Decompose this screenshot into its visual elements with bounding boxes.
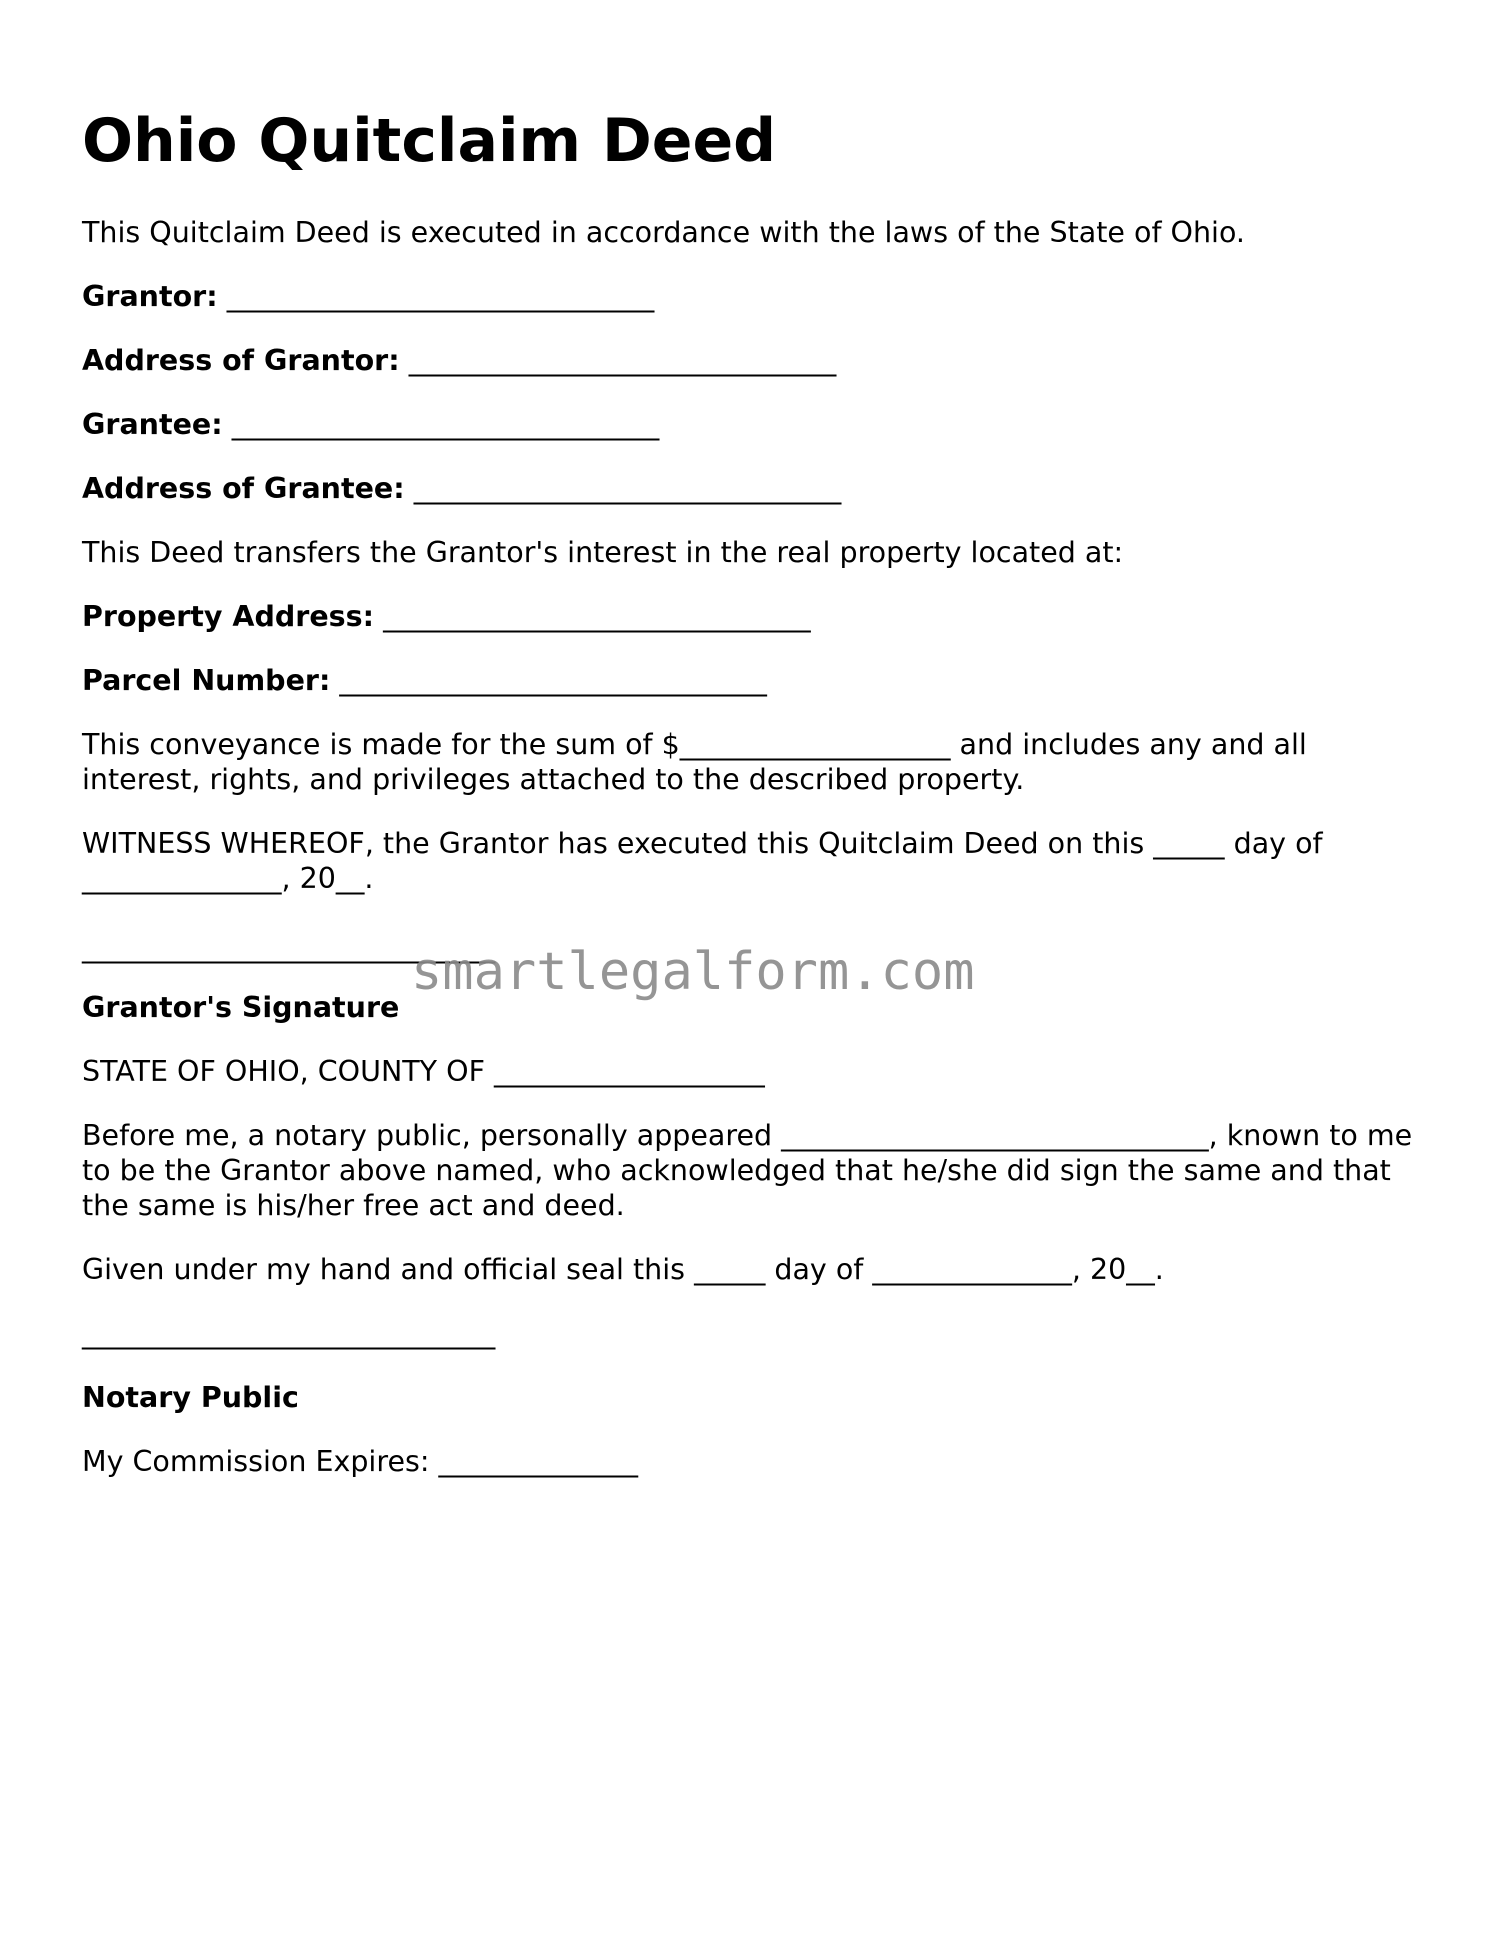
property-address-field — [82, 599, 811, 634]
grantee-address-label: Address of Grantee: — [82, 472, 405, 505]
consideration-text-after: and includes any and all interest, rights, and privileges attached to the described property. — [82, 728, 1307, 796]
grantee-blank: ______________________________ — [231, 408, 660, 441]
parcel-number-blank: ______________________________ — [339, 664, 767, 697]
property-address-label: Property Address: — [82, 600, 374, 633]
parcel-number-field — [82, 663, 767, 698]
grantee-address-blank: ______________________________ — [413, 472, 842, 505]
state-county-line: STATE OF OHIO, COUNTY OF ___________________ — [82, 1055, 765, 1088]
grantor-field — [82, 279, 654, 314]
consideration-paragraph — [82, 727, 1422, 797]
commission-expires-blank: ______________ — [438, 1445, 638, 1478]
grantor-signature-line: _____________________________ — [82, 931, 496, 964]
grantor-signature-label: Grantor's Signature — [82, 991, 400, 1024]
commission-expires-label: My Commission Expires: — [82, 1445, 430, 1478]
notary-appearance-paragraph: Before me, a notary public, personally appeared ______________________________, known to me to be the Grantor above named, who acknowledged that he/she did sign the same and that the same is his/her free act and deed. — [82, 1119, 1413, 1222]
intro-text: This Quitclaim Deed is executed in accordance with the laws of the State of Ohio. — [82, 216, 1245, 249]
watermark: smartlegalform.com — [411, 942, 975, 1002]
commission-expires-field — [82, 1444, 638, 1479]
property-address-blank: ______________________________ — [383, 600, 811, 633]
notary-signature-line: _____________________________ — [82, 1317, 496, 1350]
document-title: Ohio Quitclaim Deed — [82, 106, 777, 176]
grantee-address-field — [82, 471, 841, 506]
transfer-statement: This Deed transfers the Grantor's interest in the real property located at: — [82, 536, 1124, 569]
consideration-text-before: This conveyance is made for the sum of $ — [82, 728, 680, 761]
grantor-address-label: Address of Grantor: — [82, 344, 400, 377]
given-under-hand-line: Given under my hand and official seal this _____ day of ______________, 20__. — [82, 1253, 1164, 1286]
consideration-amount-blank: ___________________ — [679, 728, 951, 761]
grantee-label: Grantee: — [82, 408, 223, 441]
grantee-field — [82, 407, 659, 442]
grantor-address-blank: ______________________________ — [408, 344, 837, 377]
grantor-blank: ______________________________ — [226, 280, 655, 313]
notary-public-label: Notary Public — [82, 1381, 299, 1414]
grantor-label: Grantor: — [82, 280, 218, 313]
grantor-address-field — [82, 343, 836, 378]
parcel-number-label: Parcel Number: — [82, 664, 331, 697]
witness-paragraph: WITNESS WHEREOF, the Grantor has executed this Quitclaim Deed on this _____ day of ______________, 20__. — [82, 827, 1323, 895]
